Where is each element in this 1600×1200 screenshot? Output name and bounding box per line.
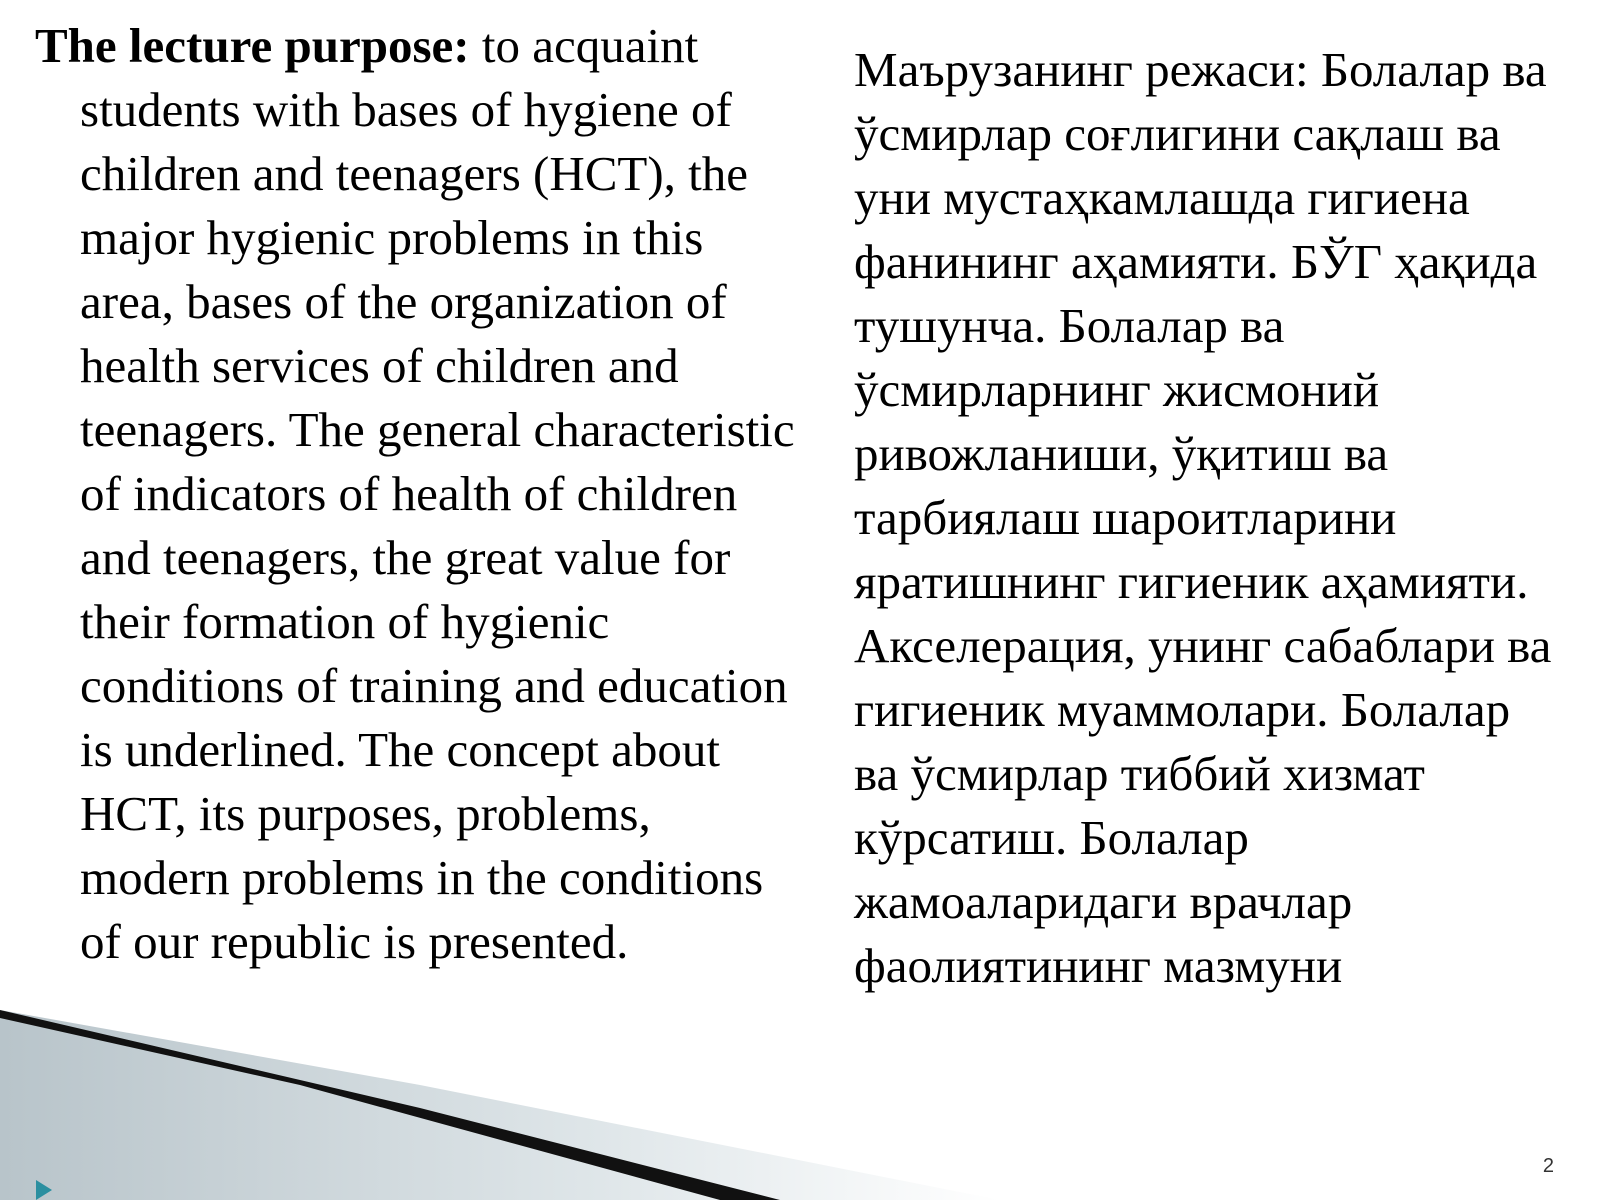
lecture-purpose-text xyxy=(35,14,800,974)
lecture-purpose-paragraph xyxy=(35,14,800,974)
lecture-plan-text xyxy=(854,38,1564,998)
decor-light-wedge xyxy=(0,1010,1000,1200)
page-number: 2 xyxy=(1542,1155,1554,1177)
lecture-purpose-body: to acquaint students with bases of hygiene of children and teenagers (HCT), the major hygienic problems in this area, bases of the organization of health services of children and teenagers. The general characteristic of indicators of health of children and teenagers, the great value for their formation of hygienic conditions of training and education is underlined. The concept about HCT, its purposes, problems, modern problems in the conditions of our republic is presented. xyxy=(80,18,795,969)
lecture-plan-paragraph: Маърузанинг режаси: Болалар ва ўсмирлар соғлигини сақлаш ва уни мустаҳкамлашда гигиена фанининг аҳамияти. БЎГ ҳақида тушунча. Болалар ва ўсмирларнинг жисмоний ривожланиши, ўқитиш ва тарбиялаш шароитларини яратишнинг гигиеник аҳамияти. Акселерация, унинг сабаблари ва гигиеник муаммолари. Болалар ва ўсмирлар тиббий хизмат кўрсатиш. Болалар жамоаларидаги врачлар фаолиятининг мазмуни xyxy=(854,42,1552,993)
lecture-purpose-heading: The lecture purpose: xyxy=(35,18,470,73)
triangle-arrow-icon xyxy=(36,1180,52,1200)
